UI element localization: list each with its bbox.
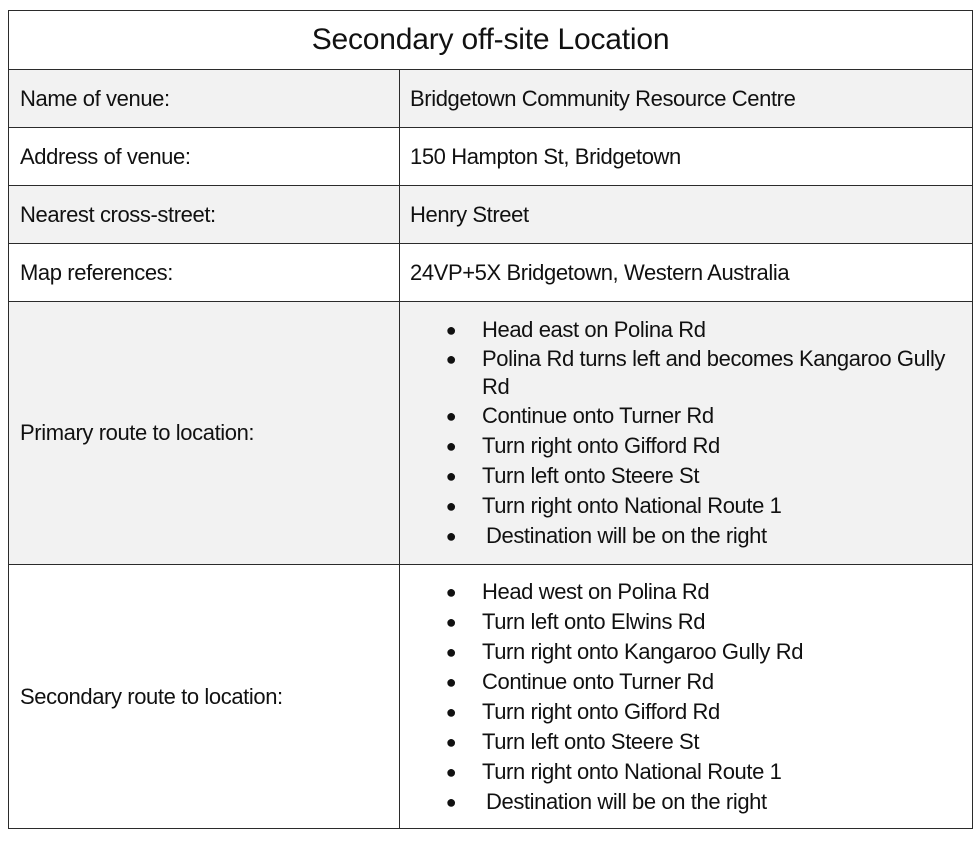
list-item: ● Turn right onto Gifford Rd [482,697,966,727]
primary-route-label: Primary route to location: [9,302,400,565]
table-row [9,244,973,302]
bullet-icon: ● [445,701,457,722]
bullet-icon: ● [445,611,457,632]
secondary-route-list [410,577,966,817]
list-item: ● Continue onto Turner Rd [482,401,966,431]
table-row [9,565,973,829]
list-item: ● Polina Rd turns left and becomes Kangaroo Gully Rd [445,346,946,399]
list-item: ● Turn left onto Elwins Rd [482,607,966,637]
bullet-icon: ● [445,731,457,752]
list-item: ● Turn right onto Kangaroo Gully Rd [482,637,966,667]
bullet-icon: ● [445,349,457,369]
list-item: ● Turn left onto Steere St [482,727,966,757]
list-item: ● Turn left onto Steere St [482,461,966,491]
bullet-icon: ● [445,496,457,516]
cross-street-value: Henry Street [400,186,973,244]
list-item: ● Turn right onto National Route 1 [482,491,966,521]
list-item: ● Turn right onto National Route 1 [482,757,966,787]
list-item: ● Head east on Polina Rd [482,315,966,345]
primary-route-cell [400,302,973,565]
bullet-icon: ● [445,791,457,812]
secondary-route-label: Secondary route to location: [9,565,400,829]
bullet-icon: ● [445,436,457,456]
table-row [9,128,973,186]
venue-name-value: Bridgetown Community Resource Centre [400,70,973,128]
venue-address-value: 150 Hampton St, Bridgetown [400,128,973,186]
map-reference-value: 24VP+5X Bridgetown, Western Australia [400,244,973,302]
table-row [9,302,973,565]
location-table [8,10,973,829]
bullet-icon: ● [445,671,457,692]
table-row [9,186,973,244]
bullet-icon: ● [445,526,457,546]
list-item: ● Destination will be on the right [482,521,966,551]
venue-address-label: Address of venue: [9,128,400,186]
table-row [9,70,973,128]
bullet-icon: ● [445,466,457,486]
list-item: ● Turn right onto Gifford Rd [482,431,966,461]
list-item: ● Head west on Polina Rd [482,577,966,607]
secondary-route-cell [400,565,973,829]
table-title: Secondary off-site Location [9,11,973,70]
bullet-icon: ● [445,406,457,426]
venue-name-label: Name of venue: [9,70,400,128]
cross-street-label: Nearest cross-street: [9,186,400,244]
bullet-icon: ● [445,761,457,782]
bullet-icon: ● [445,641,457,662]
list-item: ● Continue onto Turner Rd [482,667,966,697]
primary-route-list [410,315,966,551]
bullet-icon: ● [445,320,457,340]
list-item: ● Destination will be on the right [482,787,966,817]
bullet-icon: ● [445,581,457,602]
map-reference-label: Map references: [9,244,400,302]
title-row [9,11,973,70]
